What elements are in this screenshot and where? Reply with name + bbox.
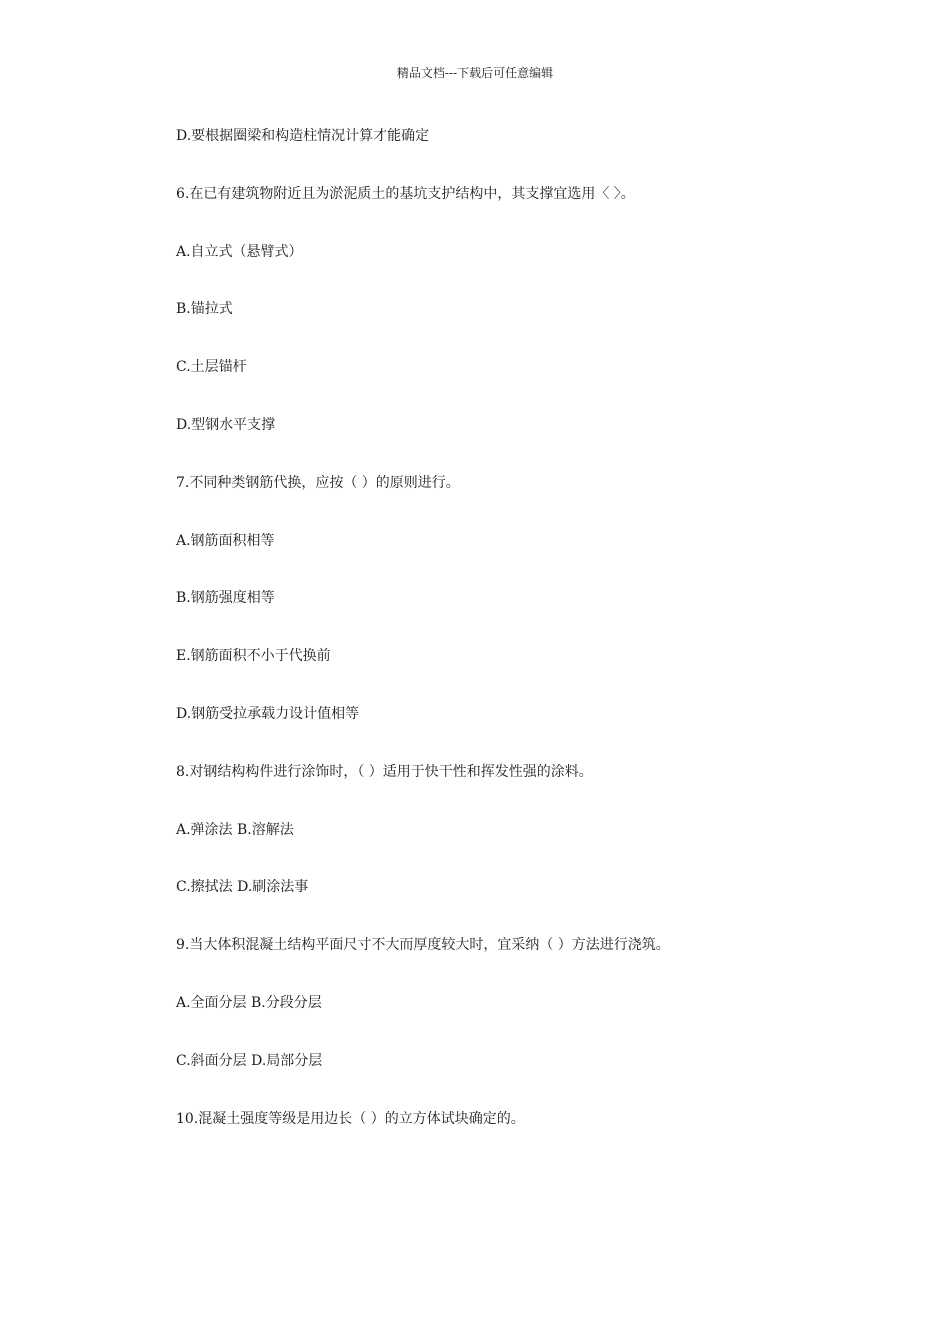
option-line: C.土层锚杆 xyxy=(176,359,247,376)
option-line: A.钢筋面积相等 xyxy=(176,532,275,549)
option-line: C.擦拭法 D.刷涂法事 xyxy=(176,879,309,896)
option-line: B.钢筋强度相等 xyxy=(176,590,275,607)
option-line: D.钢筋受拉承载力设计值相等 xyxy=(176,705,360,722)
question-line: 9.当大体积混凝土结构平面尺寸不大而厚度较大时，宜采纳（ ）方法进行浇筑。 xyxy=(176,937,670,954)
option-line: D.要根据圈梁和构造柱情况计算才能确定 xyxy=(176,128,430,144)
option-line: C.斜面分层 D.局部分层 xyxy=(176,1052,323,1069)
question-line: 6.在已有建筑物附近且为淤泥质土的基坑支护结构中，其支撑宜选用〈 〉。 xyxy=(176,185,635,202)
question-line: 8.对钢结构构件进行涂饰时，（ ）适用于快干性和挥发性强的涂料。 xyxy=(176,763,593,780)
question-line: 7.不同种类钢筋代换，应按（ ）的原则进行。 xyxy=(176,474,460,491)
option-line: A.自立式（悬臂式） xyxy=(176,243,303,260)
option-line: A.弹涂法 B.溶解法 xyxy=(176,821,294,838)
page-header: 精品文档---下载后可任意编辑 xyxy=(396,66,554,80)
option-line: B.锚拉式 xyxy=(176,301,233,318)
option-line: A.全面分层 B.分段分层 xyxy=(176,994,322,1011)
option-line: D.型钢水平支撑 xyxy=(176,416,276,433)
document-body xyxy=(176,124,876,1164)
question-line: 10.混凝土强度等级是用边长（ ）的立方体试块确定的。 xyxy=(176,1110,525,1127)
option-line: E.钢筋面积不小于代换前 xyxy=(176,648,331,665)
